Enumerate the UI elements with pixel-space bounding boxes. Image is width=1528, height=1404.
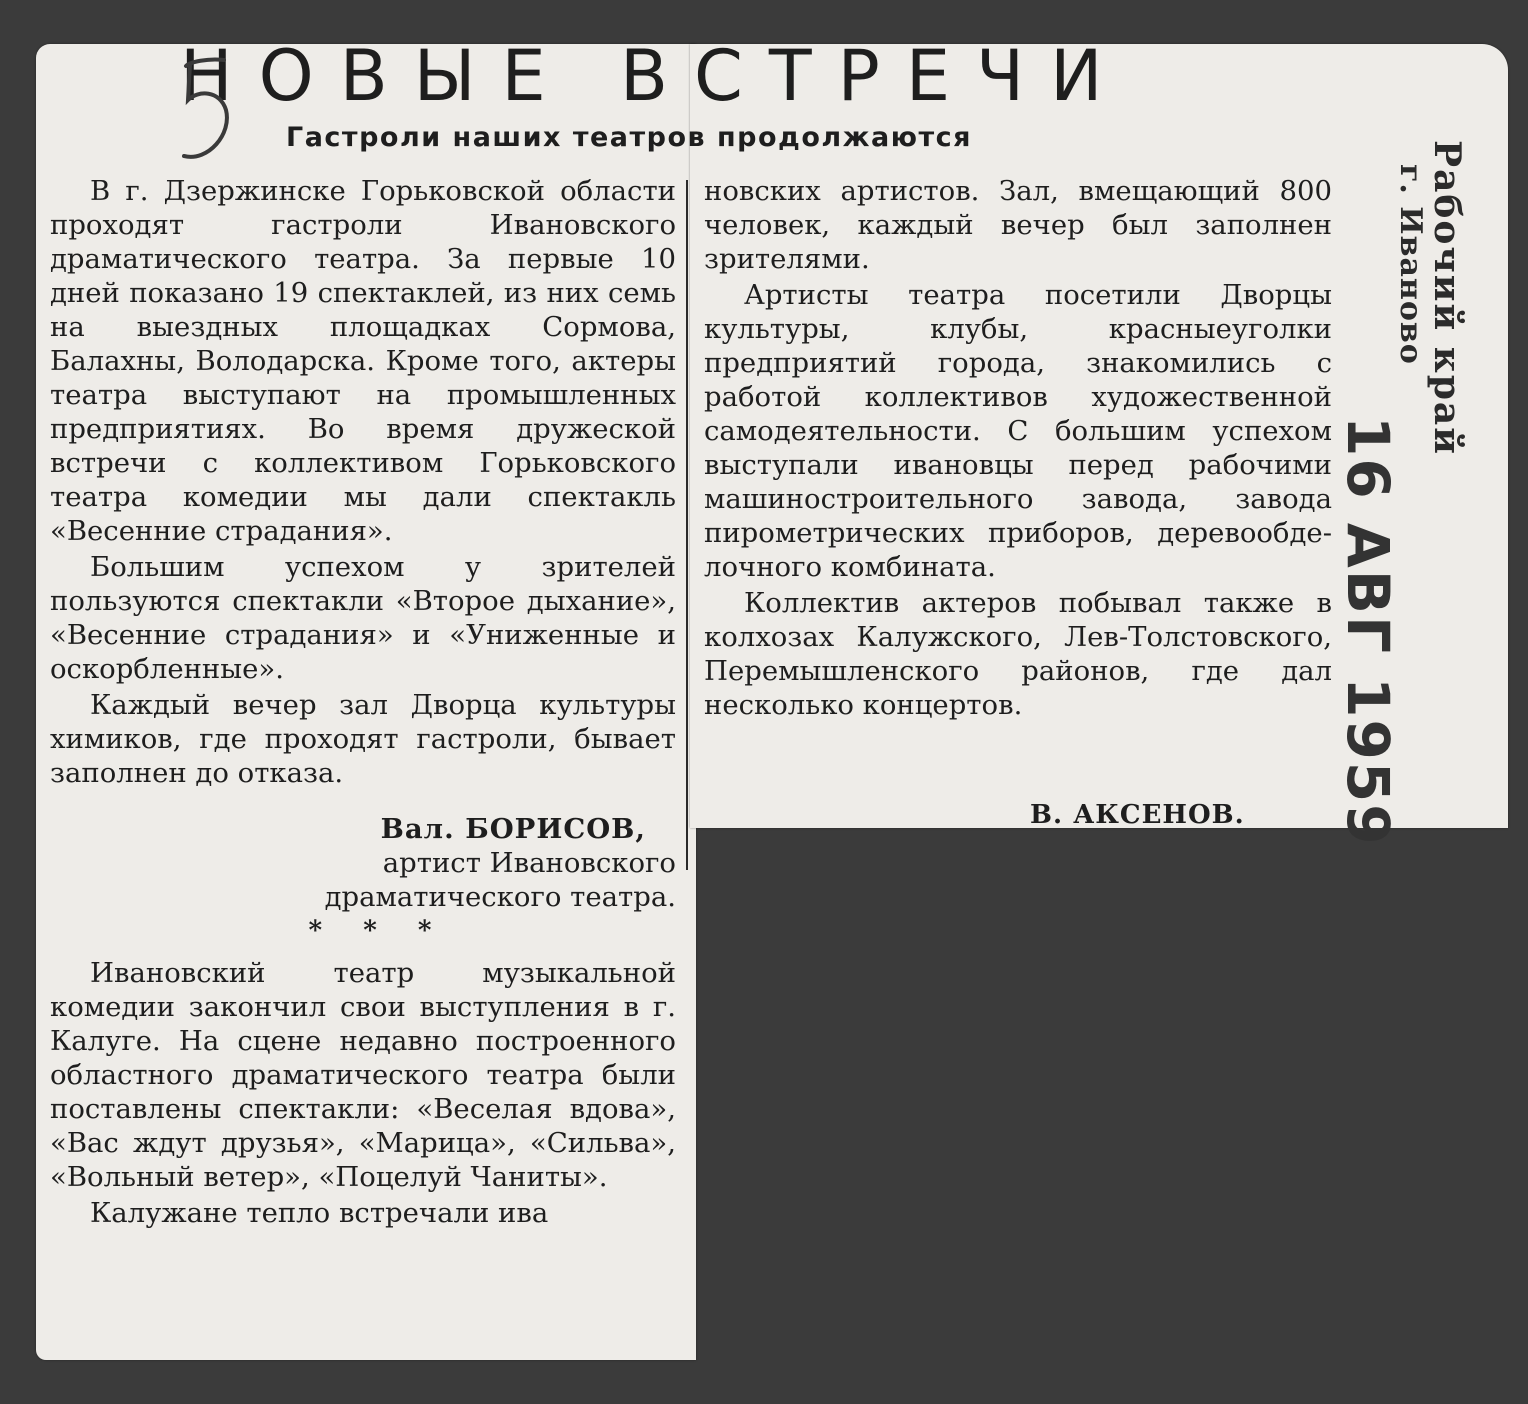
newspaper-stamp bbox=[1334, 140, 1492, 847]
paragraph: Калужане тепло встречали ива bbox=[90, 1197, 549, 1229]
section-separator: * * * bbox=[308, 916, 448, 946]
paragraph: Большим успехом у зрителей пользуются спектакли «Второе дыхание», «Весенние страдания» и «Униженные и оскорбленные». bbox=[50, 551, 676, 685]
stamp-newspaper-name: Рабочий край bbox=[1426, 140, 1468, 456]
article-headline: НОВЫЕ ВСТРЕЧИ bbox=[180, 35, 1129, 117]
column-divider bbox=[686, 180, 688, 870]
paragraph: Коллектив актеров побывал также в колхозах Калужского, Лев-Толстовского, Перемышленского районов, где дал несколько концертов. bbox=[704, 587, 1332, 721]
author-role-line-1: артист Ивановского bbox=[382, 847, 676, 879]
stamp-city: г. Иваново bbox=[1393, 164, 1428, 365]
stamp-date: 16 АВГ 1959 bbox=[1334, 416, 1402, 847]
left-column bbox=[50, 174, 676, 1230]
paragraph: Каждый вечер зал Дворца культуры химиков, где проходят гастроли, бывает заполнен до отказа. bbox=[50, 689, 676, 789]
right-column bbox=[704, 174, 1332, 722]
article-subheadline: Гастроли наших театров продолжаются bbox=[286, 122, 973, 153]
paragraph: новских артистов. Зал, вмещающий 800 человек, каждый вечер был заполнен зрителями. bbox=[704, 175, 1332, 275]
paragraph: В г. Дзержинске Горьковской области проходят гастроли Ивановского драматического театра. За первые 10 дней показано 19 спектаклей, из них семь на выездных площадках Сормова, Балахны, Володарска. Кроме того, актеры театра выступают на промышленных предприятиях. Во время дружеской встречи с коллективом Горьковского театра комедии мы дали спектакль «Весенние страдания». bbox=[50, 175, 676, 547]
author-signature-aksenov: В. АКСЕНОВ. bbox=[1030, 800, 1245, 830]
author-signature-borisov: Вал. БОРИСОВ, bbox=[380, 813, 646, 845]
paragraph: Артисты театра посетили Дворцы культуры, клубы, красныеуголки предприятий города, знакомились с работой коллективов художественной самодеятельности. С большим успехом выступали ивановцы перед рабочими машиностроительного завода, завода пирометрических приборов, деревообделочного комбината. bbox=[704, 279, 1332, 583]
paragraph: Ивановский театр музыкальной комедии закончил свои выступления в г. Калуге. На сцене недавно построенного областного драматического театра были поставлены спектакли: «Веселая вдова», «Вас ждут друзья», «Марица», «Сильва», «Вольный ветер», «Поцелуй Чаниты». bbox=[50, 957, 676, 1193]
author-role-line-2: драматического театра. bbox=[324, 881, 676, 913]
